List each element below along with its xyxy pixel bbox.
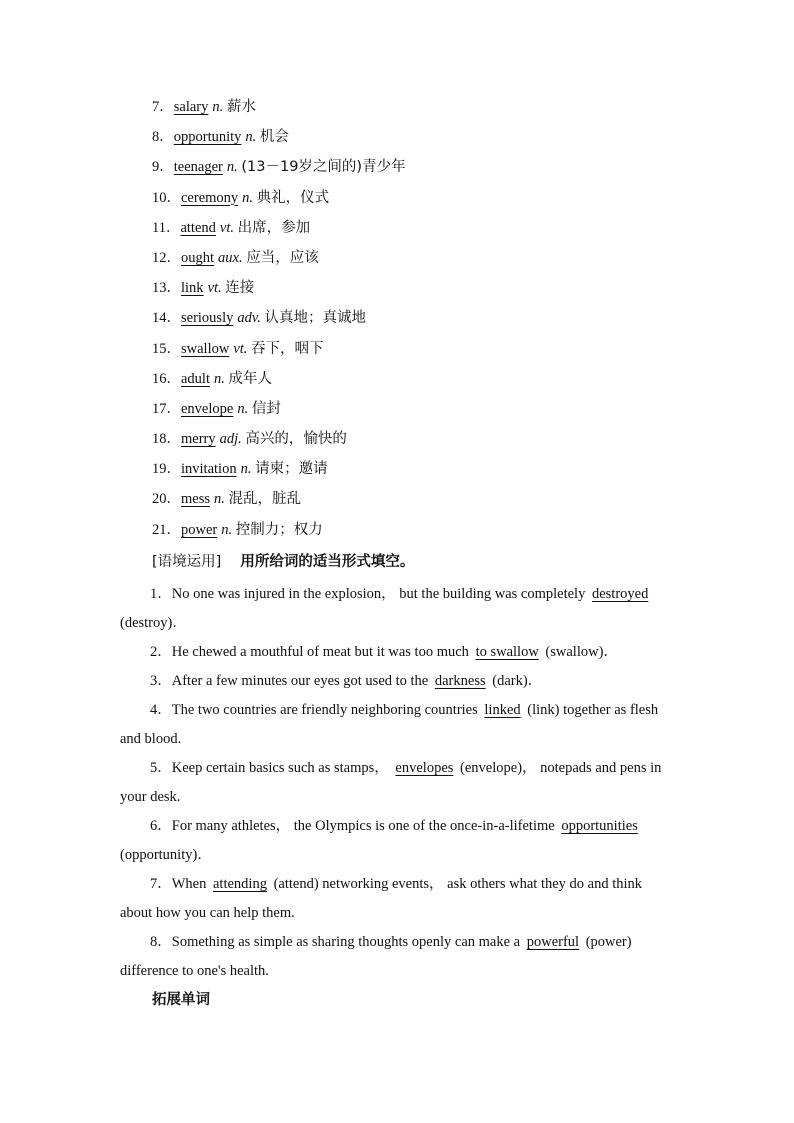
- exercise-answer: linked: [484, 702, 521, 718]
- vocab-pos: n.: [242, 189, 254, 206]
- vocab-number: 16．: [152, 370, 181, 387]
- vocab-row: [152, 426, 406, 456]
- vocab-number: 19．: [152, 461, 181, 478]
- vocab-row: [152, 124, 406, 154]
- vocab-number: 11．: [152, 219, 181, 236]
- vocab-number: 14．: [152, 310, 181, 327]
- exercise-text-before: Something as simple as sharing thoughts openly can make a: [171, 934, 521, 950]
- section-label: [语境运用]: [152, 554, 222, 570]
- exercise-answer: envelopes: [395, 760, 454, 776]
- vocab-word: power: [181, 521, 218, 538]
- vocab-meaning: 薪水: [226, 99, 256, 115]
- vocab-meaning: 典礼，仪式: [256, 189, 330, 206]
- footer-heading: 拓展单词: [152, 992, 210, 1008]
- exercise-text-before: When: [171, 876, 207, 892]
- exercise-text-after: (destroy)．: [120, 615, 187, 631]
- vocab-pos: n.: [214, 370, 225, 387]
- exercise-item: [120, 754, 676, 812]
- vocab-word: mess: [181, 491, 210, 508]
- exercise-text-before: He chewed a mouthful of meat but it was too much: [171, 644, 469, 660]
- vocab-pos: aux.: [218, 249, 243, 266]
- vocab-number: 12．: [152, 249, 181, 266]
- vocab-number: 9．: [152, 159, 174, 176]
- vocab-pos: n.: [237, 400, 249, 417]
- exercise-number: 3．: [150, 673, 172, 689]
- vocab-meaning: 认真地；真诚地: [264, 310, 366, 327]
- vocab-meaning: 应当，应该: [246, 249, 319, 266]
- exercise-number: 1．: [150, 586, 172, 602]
- exercise-number: 4．: [150, 702, 172, 718]
- vocab-row: [152, 305, 406, 335]
- vocab-meaning: 高兴的，愉快的: [245, 431, 347, 448]
- vocab-word: ought: [181, 249, 215, 266]
- vocab-number: 13．: [152, 280, 181, 297]
- vocab-pos: adj.: [219, 431, 242, 448]
- exercise-item: [120, 870, 676, 928]
- vocab-row: [152, 456, 406, 486]
- exercise-text-after: (power) difference to one's health.: [120, 934, 632, 979]
- vocab-meaning: 机会: [259, 129, 289, 146]
- vocab-meaning: 请柬；邀请: [255, 461, 328, 478]
- vocab-word: attend: [180, 219, 216, 236]
- exercise-item: [120, 928, 676, 986]
- exercise-item: [120, 580, 676, 638]
- vocab-row: [152, 185, 406, 215]
- exercise-number: 7．: [150, 876, 172, 892]
- vocab-row: [152, 366, 406, 396]
- exercise-item: [120, 638, 676, 667]
- vocab-pos: n.: [245, 129, 257, 146]
- exercise-text-before: No one was injured in the explosion， but the building was completely: [171, 586, 586, 602]
- exercise-text-before: Keep certain basics such as stamps，: [171, 760, 389, 776]
- exercise-text-before: The two countries are friendly neighboring countries: [171, 702, 478, 718]
- vocab-pos: vt.: [207, 280, 222, 297]
- vocab-word: opportunity: [173, 129, 242, 146]
- exercise-answer: powerful: [526, 934, 580, 950]
- exercise-text-after: (opportunity)．: [120, 847, 212, 863]
- section-heading: [152, 550, 414, 571]
- exercise-item: [120, 696, 676, 754]
- vocab-row: [152, 245, 406, 275]
- vocab-word: salary: [173, 99, 209, 115]
- exercise-text-after: (dark)．: [492, 673, 543, 689]
- exercise-item: [120, 667, 676, 696]
- vocab-word: swallow: [181, 340, 230, 357]
- exercise-text-after: (envelope)， notepads and pens in your desk.: [120, 760, 662, 805]
- exercise-text-after: (attend) networking events， ask others what they do and think about how you can help them.: [120, 876, 643, 921]
- vocab-word: envelope: [181, 400, 234, 417]
- vocab-pos: n.: [240, 461, 252, 478]
- vocab-pos: n.: [221, 521, 233, 538]
- section-instruction: 用所给词的适当形式填空。: [240, 554, 415, 570]
- exercise-number: 2．: [150, 644, 172, 660]
- exercise-number: 5．: [150, 760, 172, 776]
- exercise-text-before: After a few minutes our eyes got used to the: [171, 673, 429, 689]
- exercise-answer: attending: [213, 876, 267, 892]
- exercise-answer: darkness: [434, 673, 486, 689]
- vocab-word: merry: [181, 431, 216, 448]
- vocab-row: [152, 517, 406, 547]
- exercise-number: 8．: [150, 934, 172, 950]
- vocab-row: [152, 154, 406, 184]
- exercise-item: [120, 812, 676, 870]
- vocab-meaning: 混乱，脏乱: [228, 491, 301, 508]
- vocab-row: [152, 275, 406, 305]
- vocab-word: adult: [181, 370, 210, 387]
- exercise-number: 6．: [150, 818, 172, 834]
- exercise-text-after: (link) together as flesh and blood.: [120, 702, 659, 747]
- vocab-word: ceremony: [181, 189, 239, 206]
- exercise-text-before: For many athletes， the Olympics is one of the once-in-a-lifetime: [171, 818, 555, 834]
- exercise-answer: opportunities: [561, 818, 638, 834]
- vocab-number: 15．: [152, 340, 181, 357]
- exercise-list: [120, 580, 676, 986]
- vocab-number: 18．: [152, 431, 181, 448]
- vocab-row: [152, 215, 406, 245]
- vocab-word: seriously: [181, 310, 234, 327]
- vocab-meaning: 吞下，咽下: [251, 340, 324, 357]
- vocab-number: 21．: [152, 521, 181, 538]
- exercise-text-after: (swallow)．: [545, 644, 618, 660]
- vocab-row: [152, 94, 406, 124]
- exercise-answer: to swallow: [475, 644, 539, 660]
- vocab-word: link: [181, 280, 204, 297]
- vocab-pos: adv.: [237, 310, 261, 327]
- vocab-meaning: 连接: [225, 280, 255, 297]
- vocab-pos: n.: [226, 159, 238, 176]
- vocab-number: 17．: [152, 400, 181, 417]
- vocab-number: 8．: [152, 129, 174, 146]
- vocab-row: [152, 336, 406, 366]
- vocabulary-list: [152, 94, 406, 547]
- vocab-meaning: 成年人: [228, 370, 272, 387]
- vocab-meaning: 出席，参加: [237, 219, 311, 236]
- vocab-row: [152, 396, 406, 426]
- vocab-number: 7．: [152, 99, 174, 115]
- vocab-pos: vt.: [233, 340, 248, 357]
- vocab-pos: n.: [212, 99, 224, 115]
- exercise-answer: destroyed: [591, 586, 649, 602]
- vocab-number: 20．: [152, 491, 181, 508]
- vocab-meaning: 控制力；权力: [235, 521, 323, 538]
- vocab-word: teenager: [173, 159, 223, 176]
- vocab-meaning: (13－19岁之间的)青少年: [241, 159, 406, 176]
- vocab-meaning: 信封: [251, 400, 281, 417]
- vocab-number: 10．: [152, 189, 181, 206]
- vocab-pos: n.: [214, 491, 225, 508]
- vocab-pos: vt.: [219, 219, 234, 236]
- vocab-row: [152, 486, 406, 516]
- vocab-word: invitation: [181, 461, 237, 478]
